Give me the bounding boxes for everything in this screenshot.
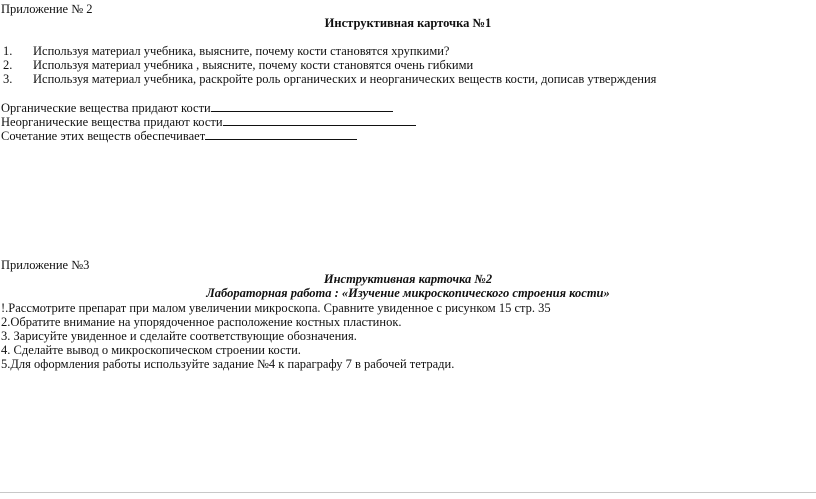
task-number: 1. xyxy=(3,44,13,58)
card-1-title: Инструктивная карточка №1 xyxy=(324,16,492,30)
statement-combination xyxy=(1,129,357,143)
page-bottom-divider xyxy=(0,492,816,493)
lab-step-1: !.Рассмотрите препарат при малом увеличении микроскопа. Сравните увиденное с рисунком 15 стр. 35 xyxy=(1,301,551,315)
task-item-2 xyxy=(3,58,473,72)
answer-blank-line xyxy=(211,101,393,112)
lab-step-4: 4. Сделайте вывод о микроскопическом строении кости. xyxy=(1,343,301,357)
task-item-1 xyxy=(3,44,449,58)
answer-blank-line xyxy=(205,129,357,140)
statement-text: Сочетание этих веществ обеспечивает xyxy=(1,129,206,143)
appendix-2-label: Приложение № 2 xyxy=(1,2,93,16)
lab-work-subtitle: Лабораторная работа : «Изучение микроскопического строения кости» xyxy=(206,286,610,300)
task-text: Используя материал учебника , выясните, почему кости становятся очень гибкими xyxy=(33,58,474,72)
statement-text: Органические вещества придают кости xyxy=(1,101,211,115)
task-number: 2. xyxy=(3,58,13,72)
statement-inorganic xyxy=(1,115,416,129)
statement-organic xyxy=(1,101,393,115)
card-2-title: Инструктивная карточка №2 xyxy=(323,272,493,286)
lab-step-5: 5.Для оформления работы используйте задание №4 к параграфу 7 в рабочей тетради. xyxy=(1,357,455,371)
answer-blank-line xyxy=(223,115,416,126)
task-text: Используя материал учебника, выясните, почему кости становятся хрупкими? xyxy=(33,44,450,58)
task-item-3 xyxy=(3,72,656,86)
lab-step-3: 3. Зарисуйте увиденное и сделайте соответствующие обозначения. xyxy=(1,329,357,343)
appendix-3-label: Приложение №3 xyxy=(1,258,90,272)
statement-text: Неорганические вещества придают кости xyxy=(1,115,223,129)
task-text: Используя материал учебника, раскройте роль органических и неорганических веществ кости, дописав утверждения xyxy=(33,72,657,86)
lab-step-2: 2.Обратите внимание на упорядоченное расположение костных пластинок. xyxy=(1,315,402,329)
task-number: 3. xyxy=(3,72,13,86)
